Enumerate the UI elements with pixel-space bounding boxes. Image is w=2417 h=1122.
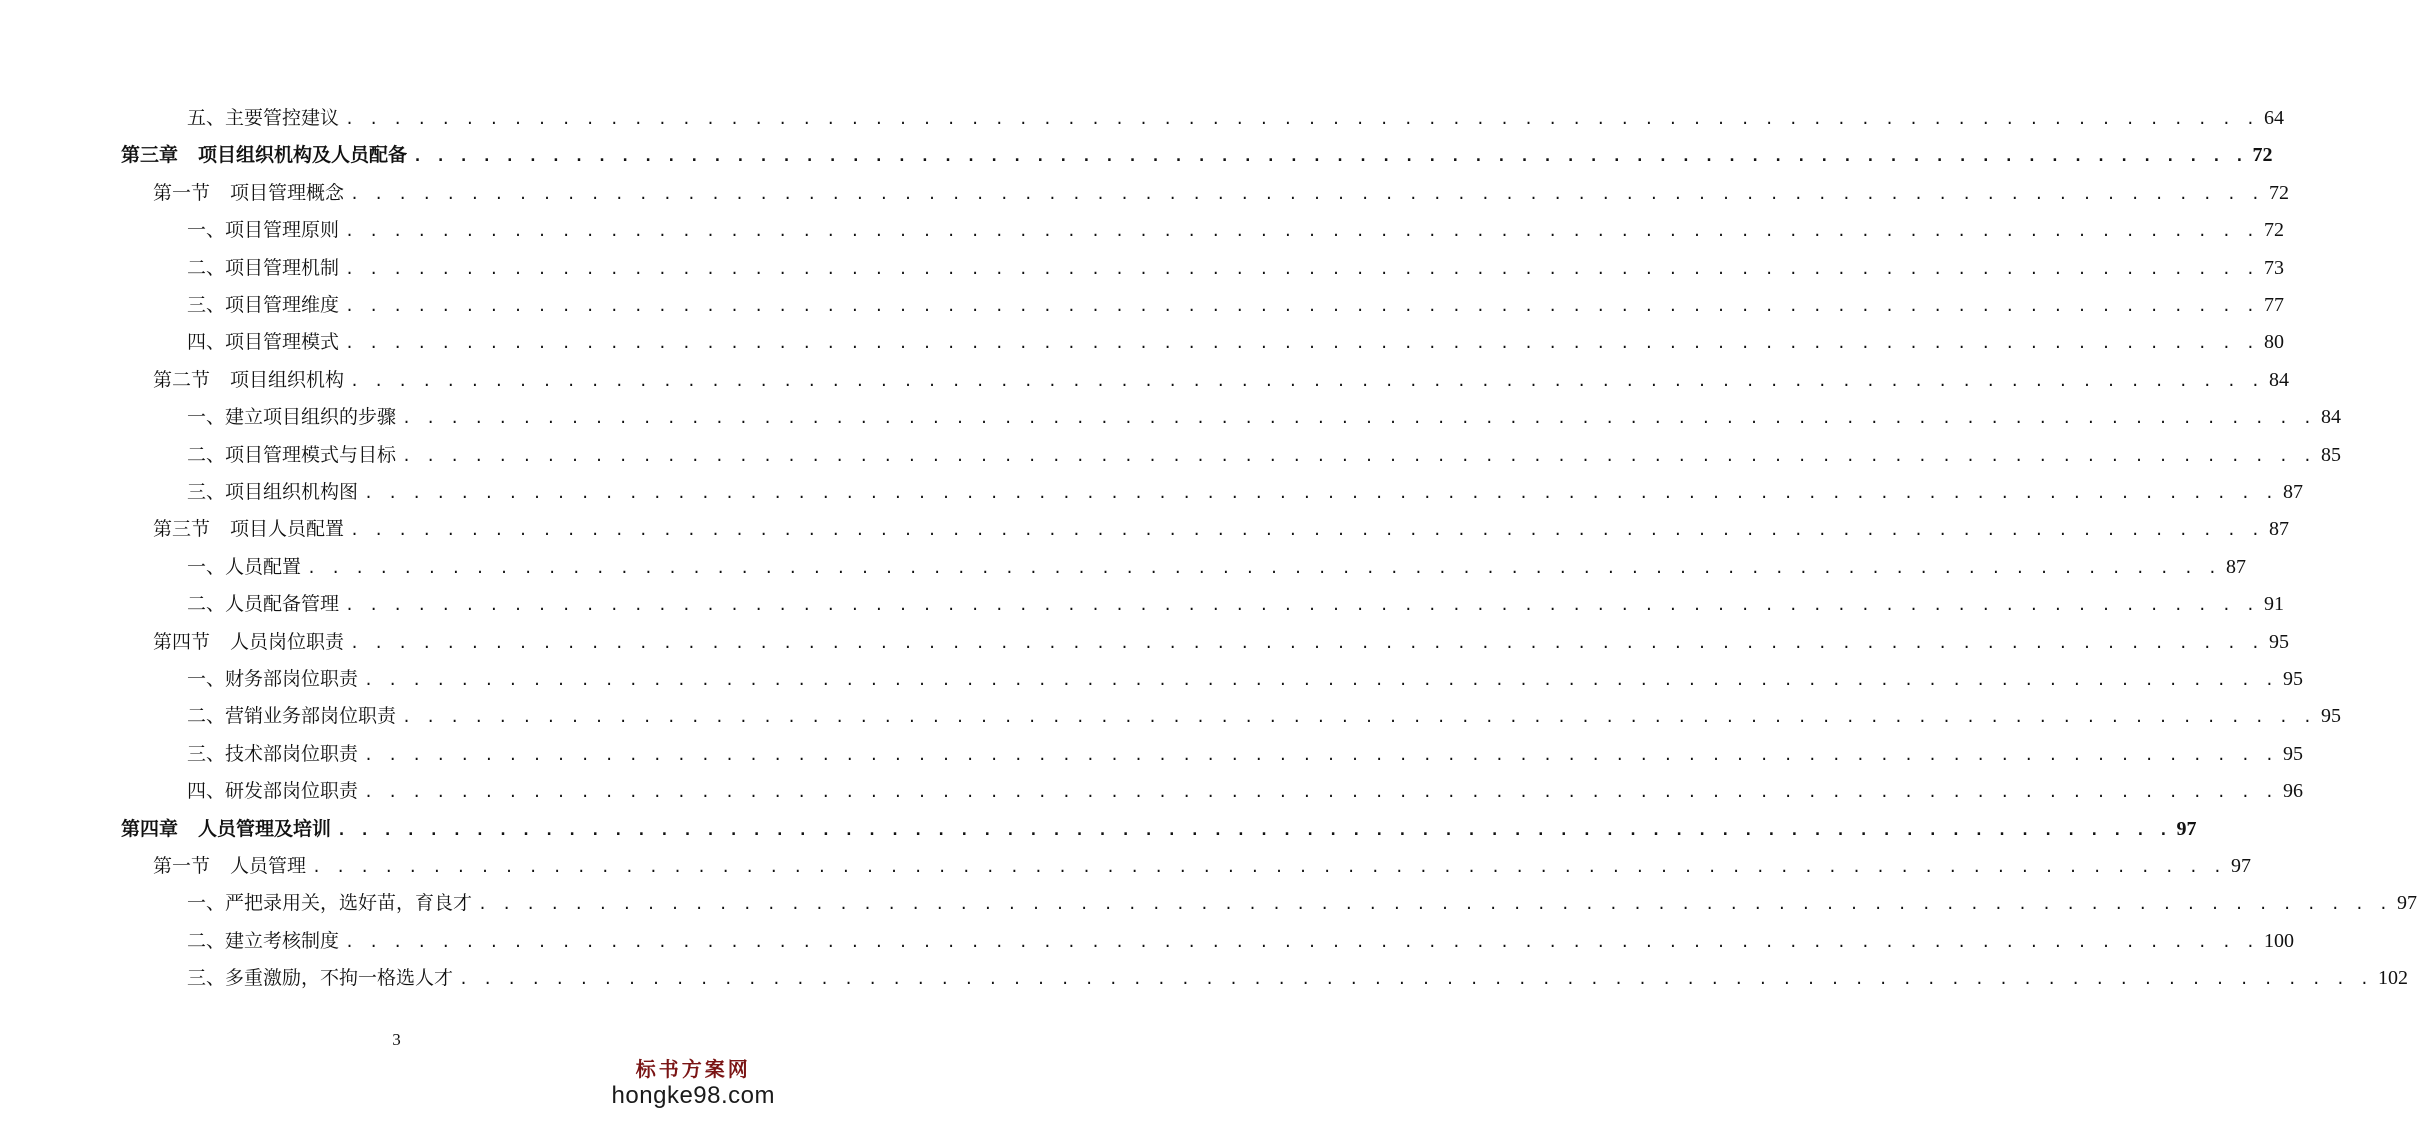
toc-entry-label [153, 511, 344, 548]
toc-entry-label [153, 624, 344, 661]
toc-entry-title: 项目人员配置 [230, 518, 345, 541]
toc-entry-number: 五、 [187, 107, 226, 129]
toc-leader-dots: . . . . . . . . . . . . . . . . . . . . . . . . . . . . . . . . . . . . . . . . . . . . . . . . . . . . . . . . . . . . . . . . . . . . . . . . . . . . . . . . [345, 297, 2258, 315]
toc-entry-title: 多重激励，不拘一格选人才 [225, 967, 454, 990]
toc-entry-page: 84 [2268, 368, 2289, 391]
toc-entry-label [187, 773, 358, 810]
toc-entry-page: 95 [2282, 668, 2303, 690]
toc-entry-page: 100 [2263, 929, 2294, 952]
toc-entry-label [153, 175, 344, 212]
toc-entry-title: 人员岗位职责 [230, 630, 345, 653]
page-number: 3 [392, 1030, 401, 1049]
toc-entry-label [187, 885, 472, 922]
toc-leader-dots: . . . . . . . . . . . . . . . . . . . . . . . . . . . . . . . . . . . . . . . . . . . . . . . . . . . . . . . . . . . . . . . . . . . . . . . . . . . . . . . . [402, 446, 2315, 465]
toc-leader-dots: . . . . . . . . . . . . . . . . . . . . . . . . . . . . . . . . . . . . . . . . . . . . . . . . . . . . . . . . . . . . . . . . . . . . . . . . . . . . . . . . [402, 409, 2315, 428]
toc-entry-page: 95 [2282, 742, 2303, 765]
toc-leader-dots: . . . . . . . . . . . . . . . . . . . . . . . . . . . . . . . . . . . . . . . . . . . . . . . . . . . . . . . . . . . . . . . . . . . . . . . . . . . . . . . . [345, 596, 2258, 615]
toc-entry-label [187, 736, 358, 773]
toc-leader-dots: . . . . . . . . . . . . . . . . . . . . . . . . . . . . . . . . . . . . . . . . . . . . . . . . . . . . . . . . . . . . . . . . . . . . . . . . . . . . . . . . [337, 820, 2171, 839]
toc-entry-number: 第四节 [153, 630, 211, 653]
toc-entry-title: 技术部岗位职责 [225, 742, 359, 765]
toc-entry-number: 二、 [187, 443, 226, 466]
toc-entry-page: 95 [2320, 705, 2341, 728]
toc-entry-label [187, 399, 396, 436]
toc-entry-title: 建立考核制度 [225, 929, 340, 952]
toc-entry[interactable] [187, 474, 2303, 511]
toc-entry-number: 一、 [187, 219, 226, 242]
toc-entry-number: 四、 [187, 780, 226, 803]
toc-entry-number: 二、 [187, 256, 226, 279]
toc-entry-page: 87 [2282, 481, 2303, 503]
toc-entry-page: 95 [2268, 630, 2289, 653]
toc-entry-page: 91 [2263, 593, 2284, 616]
toc-leader-dots: . . . . . . . . . . . . . . . . . . . . . . . . . . . . . . . . . . . . . . . . . . . . . . . . . . . . . . . . . . . . . . . . . . . . . . . . . . . . . . . . [459, 970, 2372, 989]
toc-leader-dots: . . . . . . . . . . . . . . . . . . . . . . . . . . . . . . . . . . . . . . . . . . . . . . . . . . . . . . . . . . . . . . . . . . . . . . . . . . . . . . . . [402, 708, 2315, 727]
watermark [612, 1053, 775, 1110]
toc-entry-number: 三、 [187, 481, 226, 503]
toc-entry[interactable] [187, 736, 2303, 773]
toc-entry[interactable] [187, 324, 2284, 361]
toc-entry-page: 73 [2263, 256, 2284, 279]
toc-entry[interactable] [187, 437, 2341, 474]
toc-entry-page: 80 [2263, 331, 2284, 354]
toc-entry[interactable] [153, 624, 2289, 661]
toc-entry-page: 85 [2320, 443, 2341, 466]
toc-entry-page: 87 [2225, 555, 2246, 578]
toc-entry-label [187, 287, 339, 324]
toc-entry[interactable] [187, 773, 2303, 810]
toc-leader-dots: . . . . . . . . . . . . . . . . . . . . . . . . . . . . . . . . . . . . . . . . . . . . . . . . . . . . . . . . . . . . . . . . . . . . . . . . . . . . . . . . [350, 371, 2263, 390]
toc-entry-page: 96 [2282, 780, 2303, 803]
toc-entry-label [153, 362, 344, 399]
toc-entry-number: 二、 [187, 929, 226, 952]
toc-entry[interactable] [187, 661, 2303, 698]
toc-entry-title: 建立项目组织的步骤 [225, 406, 397, 429]
toc-entry-page: 102 [2377, 967, 2408, 990]
toc-entry-label [187, 474, 358, 511]
toc-leader-dots: . . . . . . . . . . . . . . . . . . . . . . . . . . . . . . . . . . . . . . . . . . . . . . . . . . . . . . . . . . . . . . . . . . . . . . . . . . . . . . . . [364, 783, 2277, 802]
toc-entry-title: 营销业务部岗位职责 [225, 705, 397, 728]
toc-entry-label [187, 212, 339, 249]
toc-entry-page: 97 [2396, 892, 2417, 915]
toc-entry-page: 97 [2230, 855, 2251, 877]
toc-entry-number: 四、 [187, 331, 226, 354]
toc-leader-dots: . . . . . . . . . . . . . . . . . . . . . . . . . . . . . . . . . . . . . . . . . . . . . . . . . . . . . . . . . . . . . . . . . . . . . . . . . . . . . . . . [345, 259, 2258, 278]
toc-entry-title: 财务部岗位职责 [225, 668, 359, 690]
toc-entry-number: 三、 [187, 742, 226, 765]
toc-entry-label [187, 923, 339, 960]
toc-entry-title: 研发部岗位职责 [225, 780, 359, 803]
toc-entry-number: 一、 [187, 668, 226, 690]
toc-leader-dots: . . . . . . . . . . . . . . . . . . . . . . . . . . . . . . . . . . . . . . . . . . . . . . . . . . . . . . . . . . . . . . . . . . . . . . . . . . . . . . . . [345, 110, 2258, 128]
toc-entry-title: 项目管理机制 [225, 256, 340, 279]
toc-entry-title: 项目组织机构 [230, 368, 345, 391]
toc-entry[interactable] [121, 811, 2197, 848]
toc-entry-label [187, 586, 339, 623]
toc-entry-number: 第一节 [153, 181, 211, 204]
toc-entry-label [187, 437, 396, 474]
toc-entry-title: 项目管理维度 [225, 294, 340, 316]
toc-entry-label [187, 698, 396, 735]
toc-entry-label [187, 250, 339, 287]
toc-leader-dots: . . . . . . . . . . . . . . . . . . . . . . . . . . . . . . . . . . . . . . . . . . . . . . . . . . . . . . . . . . . . . . . . . . . . . . . . . . . . . . . . [345, 222, 2258, 241]
toc-entry-label [121, 811, 331, 848]
toc-leader-dots: . . . . . . . . . . . . . . . . . . . . . . . . . . . . . . . . . . . . . . . . . . . . . . . . . . . . . . . . . . . . . . . . . . . . . . . . . . . . . . . . [345, 334, 2258, 353]
toc-leader-dots: . . . . . . . . . . . . . . . . . . . . . . . . . . . . . . . . . . . . . . . . . . . . . . . . . . . . . . . . . . . . . . . . . . . . . . . . . . . . . . . . [350, 521, 2263, 540]
toc-entry[interactable] [153, 511, 2289, 548]
toc-leader-dots: . . . . . . . . . . . . . . . . . . . . . . . . . . . . . . . . . . . . . . . . . . . . . . . . . . . . . . . . . . . . . . . . . . . . . . . . . . . . . . . . [364, 745, 2277, 764]
toc-leader-dots: . . . . . . . . . . . . . . . . . . . . . . . . . . . . . . . . . . . . . . . . . . . . . . . . . . . . . . . . . . . . . . . . . . . . . . . . . . . . . . . . [364, 671, 2277, 689]
toc-entry-number: 第一节 [153, 855, 211, 877]
toc-entry-label [187, 960, 453, 997]
toc-entry[interactable] [121, 137, 2273, 174]
toc-leader-dots: . . . . . . . . . . . . . . . . . . . . . . . . . . . . . . . . . . . . . . . . . . . . . . . . . . . . . . . . . . . . . . . . . . . . . . . . . . . . . . . . [478, 895, 2391, 914]
toc-leader-dots: . . . . . . . . . . . . . . . . . . . . . . . . . . . . . . . . . . . . . . . . . . . . . . . . . . . . . . . . . . . . . . . . . . . . . . . . . . . . . . . . [312, 858, 2225, 876]
toc-entry-label [187, 549, 301, 586]
toc-leader-dots: . . . . . . . . . . . . . . . . . . . . . . . . . . . . . . . . . . . . . . . . . . . . . . . . . . . . . . . . . . . . . . . . . . . . . . . . . . . . . . . . [345, 932, 2258, 951]
toc-entry-number: 一、 [187, 406, 226, 429]
toc-entry[interactable] [187, 885, 2417, 922]
toc-entry[interactable] [187, 586, 2284, 623]
toc-leader-dots: . . . . . . . . . . . . . . . . . . . . . . . . . . . . . . . . . . . . . . . . . . . . . . . . . . . . . . . . . . . . . . . . . . . . . . . . . . . . . . . . [350, 633, 2263, 652]
toc-entry-page: 72 [2263, 219, 2284, 242]
toc-entry-page: 72 [2268, 181, 2289, 204]
watermark-url: hongke98.com [611, 1082, 775, 1109]
toc-entry-title: 严把录用关，选好苗，育良才 [225, 892, 473, 915]
toc-entry-title: 人员管理 [230, 855, 307, 877]
toc-entry-page: 84 [2320, 406, 2341, 429]
toc-entry-label [121, 137, 407, 174]
toc-entry-title: 项目管理概念 [230, 181, 345, 204]
toc-entry-number: 一、 [187, 892, 226, 915]
toc-entry[interactable] [187, 923, 2294, 960]
toc-entry[interactable] [153, 848, 2251, 885]
toc-entry-title: 项目管理原则 [225, 219, 340, 242]
toc-entry-number: 第四章 [121, 817, 179, 840]
toc-entry-number: 一、 [187, 555, 226, 578]
toc-entry-number: 二、 [187, 593, 226, 616]
toc-entry-number: 第二节 [153, 368, 211, 391]
toc-entry[interactable] [187, 287, 2284, 324]
toc-entry-number: 第三节 [153, 518, 211, 541]
toc-entry-title: 项目管理模式与目标 [225, 443, 397, 466]
toc-entry[interactable] [187, 212, 2284, 249]
toc-entry-label [187, 324, 339, 361]
toc-entry-title: 项目组织机构图 [225, 481, 359, 503]
watermark-chinese: 标书方案网 [635, 1057, 751, 1081]
toc-entry[interactable] [187, 960, 2408, 997]
toc-entry-page: 97 [2176, 817, 2197, 840]
toc-leader-dots: . . . . . . . . . . . . . . . . . . . . . . . . . . . . . . . . . . . . . . . . . . . . . . . . . . . . . . . . . . . . . . . . . . . . . . . . . . . . . . . . [307, 558, 2220, 577]
toc-entry-title: 项目管理模式 [225, 331, 340, 354]
toc-entry-number: 三、 [187, 967, 226, 990]
toc-leader-dots: . . . . . . . . . . . . . . . . . . . . . . . . . . . . . . . . . . . . . . . . . . . . . . . . . . . . . . . . . . . . . . . . . . . . . . . . . . . . . . . . [350, 184, 2263, 203]
toc-entry[interactable] [187, 399, 2341, 436]
toc-entry[interactable] [187, 549, 2246, 586]
toc-entry-label [187, 661, 358, 698]
toc-entry-label [187, 100, 339, 137]
toc-entry-label [153, 848, 306, 885]
toc-entry[interactable] [187, 100, 2284, 137]
toc-entry-page: 72 [2252, 144, 2273, 167]
toc-entry-page: 64 [2263, 107, 2284, 129]
toc-entry-title: 主要管控建议 [225, 107, 340, 129]
toc-entry[interactable] [153, 362, 2289, 399]
toc-entry-number: 二、 [187, 705, 226, 728]
toc-entry-page: 77 [2263, 294, 2284, 316]
toc-leader-dots: . . . . . . . . . . . . . . . . . . . . . . . . . . . . . . . . . . . . . . . . . . . . . . . . . . . . . . . . . . . . . . . . . . . . . . . . . . . . . . . . [413, 147, 2247, 166]
toc-leader-dots: . . . . . . . . . . . . . . . . . . . . . . . . . . . . . . . . . . . . . . . . . . . . . . . . . . . . . . . . . . . . . . . . . . . . . . . . . . . . . . . . [364, 484, 2277, 502]
toc-entry-page: 87 [2268, 518, 2289, 541]
toc-entry[interactable] [187, 698, 2341, 735]
toc-entry-title: 人员管理及培训 [198, 817, 332, 840]
toc-entry-title: 项目组织机构及人员配备 [198, 144, 408, 167]
toc-entry-title: 人员配置 [225, 555, 302, 578]
toc-entry[interactable] [153, 175, 2289, 212]
toc-entry-title: 人员配备管理 [225, 593, 340, 616]
toc-entry-number: 第三章 [121, 144, 179, 167]
toc-entry[interactable] [187, 250, 2284, 287]
toc-entry-number: 三、 [187, 294, 226, 316]
